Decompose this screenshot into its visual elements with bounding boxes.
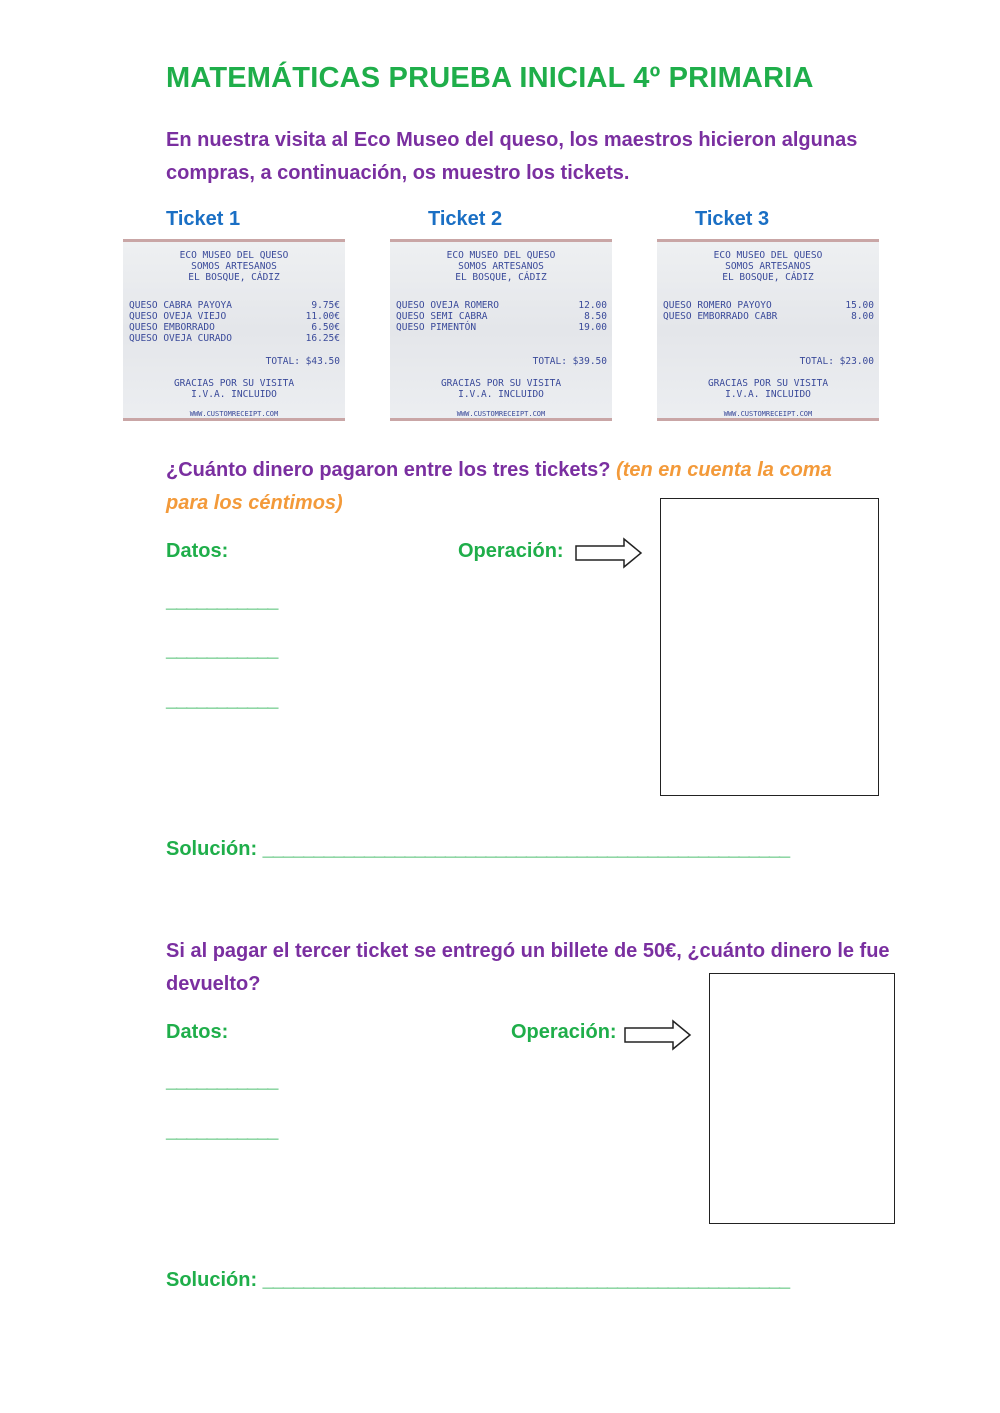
ticket-2-label: Ticket 2 [428,208,503,230]
receipt-footer: GRACIAS POR SU VISITA I.V.A. INCLUIDO [707,378,829,400]
ticket-3-label: Ticket 3 [695,208,770,230]
q1-operacion-label: Operación: [458,540,564,562]
q1-datos-blank-3[interactable]: ___________ [166,689,278,711]
item-price: 19.00 [578,322,607,333]
receipt-item [129,311,340,322]
q2-solucion-line[interactable]: ____________________________________________________ [262,1269,790,1291]
receipt-item [396,311,607,322]
item-name: QUESO ROMERO PAYOYO [663,300,772,311]
receipt-item [129,333,340,344]
item-price: 12.00 [578,300,607,311]
receipt-header: ECO MUSEO DEL QUESO SOMOS ARTESANOS EL BOSQUE, CÁDIZ [446,250,556,283]
item-price: 11.00€ [305,311,340,322]
question-1-text: ¿Cuánto dinero pagaron entre los tres tickets? [166,459,611,481]
item-price: 16.25€ [305,333,340,344]
receipt-header: ECO MUSEO DEL QUESO SOMOS ARTESANOS EL BOSQUE, CÁDIZ [713,250,823,283]
q1-datos-blank-1[interactable]: ___________ [166,590,278,612]
receipt-items [663,300,874,322]
receipt-items [396,300,607,333]
item-name: QUESO SEMI CABRA [396,311,488,322]
receipt-footer: GRACIAS POR SU VISITA I.V.A. INCLUIDO [173,378,295,400]
receipt-url: WWW.CUSTOMRECEIPT.COM [189,410,279,418]
q1-datos-blank-2[interactable]: ___________ [166,639,278,661]
q2-operacion-label: Operación: [511,1021,617,1043]
item-name: QUESO OVEJA CURADO [129,333,232,344]
item-name: QUESO OVEJA VIEJO [129,311,227,322]
item-name: QUESO PIMENTÓN [396,322,477,333]
question-1-hint: (ten en cuenta la coma para los céntimos) [166,459,832,514]
receipt-total: TOTAL: $39.50 [532,356,607,367]
q2-datos-label: Datos: [166,1021,229,1043]
receipt-item [396,322,607,333]
q1-solucion-line[interactable]: ____________________________________________________ [262,838,790,860]
arrow-right-icon [574,537,644,569]
receipt-footer: GRACIAS POR SU VISITA I.V.A. INCLUIDO [440,378,562,400]
ticket-1-label: Ticket 1 [166,208,241,230]
receipt-url: WWW.CUSTOMRECEIPT.COM [723,410,813,418]
intro-text: En nuestra visita al Eco Museo del queso, los maestros hicieron algunas compras, a continuación, os muestro los tickets. [166,129,858,184]
item-price: 8.50 [584,311,607,322]
q1-solucion [166,838,789,861]
receipt-item [663,300,874,311]
receipt-item [396,300,607,311]
receipt-ticket-1 [123,239,345,421]
item-name: QUESO OVEJA ROMERO [396,300,499,311]
q1-solucion-label: Solución: [166,838,258,860]
item-name: QUESO EMBORRADO [129,322,215,333]
item-price: 15.00 [845,300,874,311]
q2-operation-box[interactable] [709,973,895,1224]
arrow-right-icon [623,1019,693,1051]
question-2-text: Si al pagar el tercer ticket se entregó un billete de 50€, ¿cuánto dinero le fue devuelto? [166,940,890,995]
receipt-total: TOTAL: $43.50 [265,356,340,367]
q1-operation-box[interactable] [660,498,879,796]
receipt-item [129,322,340,333]
receipt-url: WWW.CUSTOMRECEIPT.COM [456,410,546,418]
q2-datos-blank-1[interactable]: ___________ [166,1070,278,1092]
receipt-header: ECO MUSEO DEL QUESO SOMOS ARTESANOS EL BOSQUE, CÁDIZ [179,250,289,283]
receipt-items [129,300,340,344]
item-name: QUESO CABRA PAYOYA [129,300,232,311]
q1-datos-label: Datos: [166,540,229,562]
receipt-item [663,311,874,322]
item-price: 9.75€ [311,300,340,311]
item-price: 6.50€ [311,322,340,333]
receipt-item [129,300,340,311]
item-price: 8.00 [851,311,874,322]
receipt-total: TOTAL: $23.00 [799,356,874,367]
receipt-ticket-2 [390,239,612,421]
page-title: MATEMÁTICAS PRUEBA INICIAL 4º PRIMARIA [166,62,814,94]
receipt-ticket-3 [657,239,879,421]
q2-datos-blank-2[interactable]: ___________ [166,1120,278,1142]
q2-solucion [166,1269,789,1292]
item-name: QUESO EMBORRADO CABR [663,311,778,322]
q2-solucion-label: Solución: [166,1269,258,1291]
